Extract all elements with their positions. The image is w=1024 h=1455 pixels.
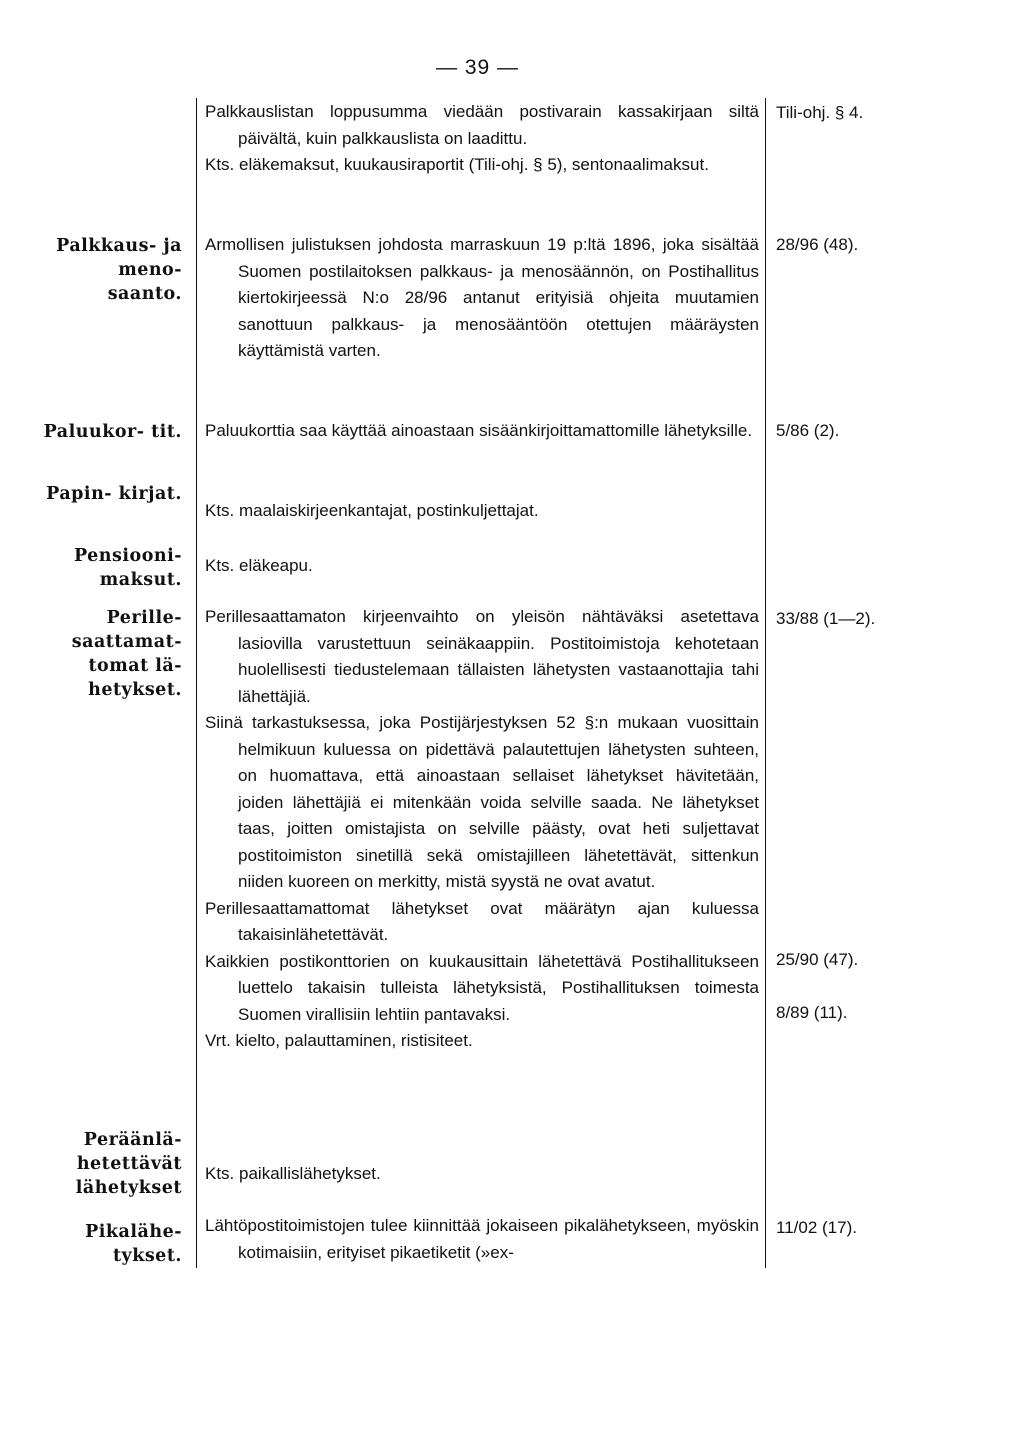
left-column-rule: [196, 98, 197, 1268]
paragraph: Vrt. kielto, palauttaminen, ristisiteet.: [205, 1031, 473, 1050]
heading-papinkirjat: Papin- kirjat.: [46, 484, 182, 504]
reference-circular: 25/90 (47).: [776, 950, 859, 969]
section-palkkauslista-text: [205, 99, 759, 179]
paragraph: Perillesaattamaton kirjeenvaihto on yleisön nähtäväksi asetettava lasiovilla varustettuun seinäkaappiin. Postitoimistoja kehotetaan huolellisesti tiedustelemaan tällaisten lähetysten vastaanottajia tahi lähettäjiä.: [205, 607, 759, 706]
reference-circular: 5/86 (2).: [776, 421, 840, 440]
reference-circular: 8/89 (11).: [776, 1003, 848, 1022]
reference-circular: 33/88 (1—2).: [776, 609, 876, 628]
heading-palkkaus-menosaanto: Palkkaus- ja meno- saanto.: [56, 236, 182, 304]
reference-circular: 11/02 (17).: [776, 1218, 857, 1237]
paragraph: Armollisen julistuksen johdosta marraskuun 19 p:ltä 1896, joka sisältää Suomen postilaitoksen palkkaus- ja menosäännön, on Postihallitus kiertokirjeessä N:o 28/96 antanut erityisiä ohjeita muutamien sanottuun palkkaus- ja menosääntöön otettujen määräysten käyttämistä varten.: [205, 235, 759, 360]
section-pensioonimaksut-text: [205, 553, 759, 580]
paragraph: Paluukorttia saa käyttää ainoastaan sisäänkirjoittamattomille lähetyksille.: [205, 421, 753, 440]
reference-tili-ohj: Tili-ohj. § 4.: [776, 103, 864, 122]
section-perillesaattamattomat-text: [205, 604, 759, 1055]
right-column-rule: [765, 98, 766, 1268]
heading-pensioonimaksut: Pensiooni- maksut.: [73, 546, 182, 590]
paragraph: Siinä tarkastuksessa, joka Postijärjestyksen 52 §:n mukaan vuosittain helmikuun kuluessa on pidettävä palautettujen lähetysten suhteen, on huomattava, että ainoastaan sellaiset lähetykset hävitetään, joiden lähettäjiä ei mitenkään voida selville saada. Ne lähetykset taas, joitten omistajista on selville päästy, ovat heti suljettavat postitoimiston sinetillä sekä omistajilleen lähetettävät, sittenkun niiden kuoreen on merkitty, mistä syystä ne ovat avatut.: [205, 713, 759, 891]
paragraph: Lähtöpostitoimistojen tulee kiinnittää jokaiseen pikalähetykseen, myöskin kotimaisiin, erityiset pikaetiketit (»ex-: [205, 1216, 759, 1262]
section-pikalahetykset-text: [205, 1213, 759, 1266]
paragraph: Perillesaattamattomat lähetykset ovat määrätyn ajan kuluessa takaisinlähetettävät.: [205, 898, 759, 944]
paragraph: Kts. maalaiskirjeenkantajat, postinkuljettajat.: [205, 501, 539, 520]
heading-peraanlahetettavat: Peräänlä- hetettävät lähetykset: [75, 1130, 182, 1198]
paragraph: Kts. eläkeapu.: [205, 556, 313, 575]
paragraph: Kts. eläkemaksut, kuukausiraportit (Tili-ohj. § 5), sentonaalimaksut.: [205, 155, 709, 174]
page-number: — 39 —: [436, 56, 520, 79]
heading-paluukortit: Paluukor- tit.: [43, 422, 182, 442]
section-palkkaus-text: [205, 232, 759, 365]
heading-perillesaattamattomat: Perille- saattamat- tomat lä- hetykset.: [71, 608, 182, 700]
section-papinkirjat-text: [205, 498, 759, 525]
heading-pikalahetykset: Pikalähe- tykset.: [85, 1222, 182, 1266]
reference-circular: 28/96 (48).: [776, 235, 859, 254]
paragraph: Kaikkien postikonttorien on kuukausittain lähetettävä Postihallitukseen luettelo takaisin tulleista lähetyksistä, Postihallituksen toimesta Suomen virallisiin lehtiin pantavaksi.: [205, 951, 759, 1024]
section-peraanlahetettavat-text: [205, 1161, 759, 1188]
paragraph: Palkkauslistan loppusumma viedään postivarain kassakirjaan siltä päivältä, kuin palkkauslista on laadittu.: [205, 102, 759, 148]
section-paluukortit-text: [205, 418, 759, 445]
paragraph: Kts. paikallislähetykset.: [205, 1164, 381, 1183]
